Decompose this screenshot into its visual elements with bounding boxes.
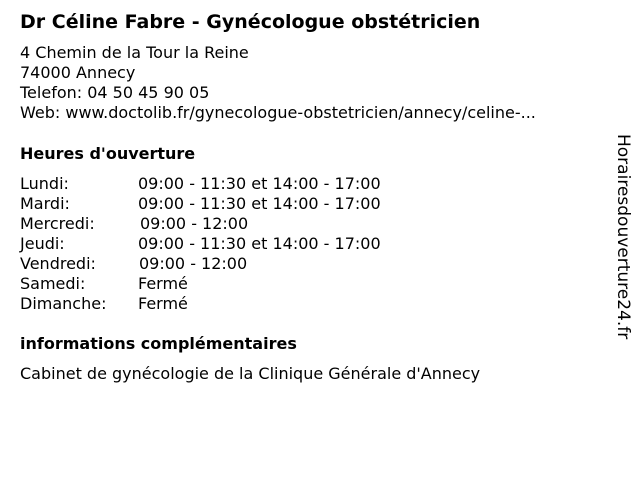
address-city: 74000 Annecy <box>20 63 136 82</box>
day-label: Mardi: <box>20 194 70 213</box>
time-value: 09:00 - 11:30 et 14:00 - 17:00 <box>138 194 381 213</box>
additional-info-text: Cabinet de gynécologie de la Clinique Générale d'Annecy <box>20 364 481 383</box>
time-value: 09:00 - 11:30 et 14:00 - 17:00 <box>138 174 381 193</box>
page-title: Dr Céline Fabre - Gynécologue obstétricien <box>20 11 481 33</box>
day-label: Jeudi: <box>20 234 65 253</box>
time-value: 09:00 - 12:00 <box>140 214 249 233</box>
day-label: Mercredi: <box>20 214 95 233</box>
contact-block <box>20 43 536 123</box>
time-value: 09:00 - 11:30 et 14:00 - 17:00 <box>138 234 381 253</box>
additional-info-heading: informations complémentaires <box>20 334 297 353</box>
day-label: Lundi: <box>20 174 69 193</box>
time-value: Fermé <box>138 294 188 313</box>
time-value: 09:00 - 12:00 <box>139 254 248 273</box>
website-link[interactable]: Web: www.doctolib.fr/gynecologue-obstetricien/annecy/celine-... <box>20 103 536 122</box>
address-street: 4 Chemin de la Tour la Reine <box>20 43 249 62</box>
time-value: Fermé <box>138 274 188 293</box>
day-label: Vendredi: <box>20 254 96 273</box>
day-label: Samedi: <box>20 274 86 293</box>
phone-number: Telefon: 04 50 45 90 05 <box>20 83 210 102</box>
day-label: Dimanche: <box>20 294 107 313</box>
site-watermark: Horairesdouverture24.fr <box>613 134 633 340</box>
opening-hours-heading: Heures d'ouverture <box>20 144 196 163</box>
